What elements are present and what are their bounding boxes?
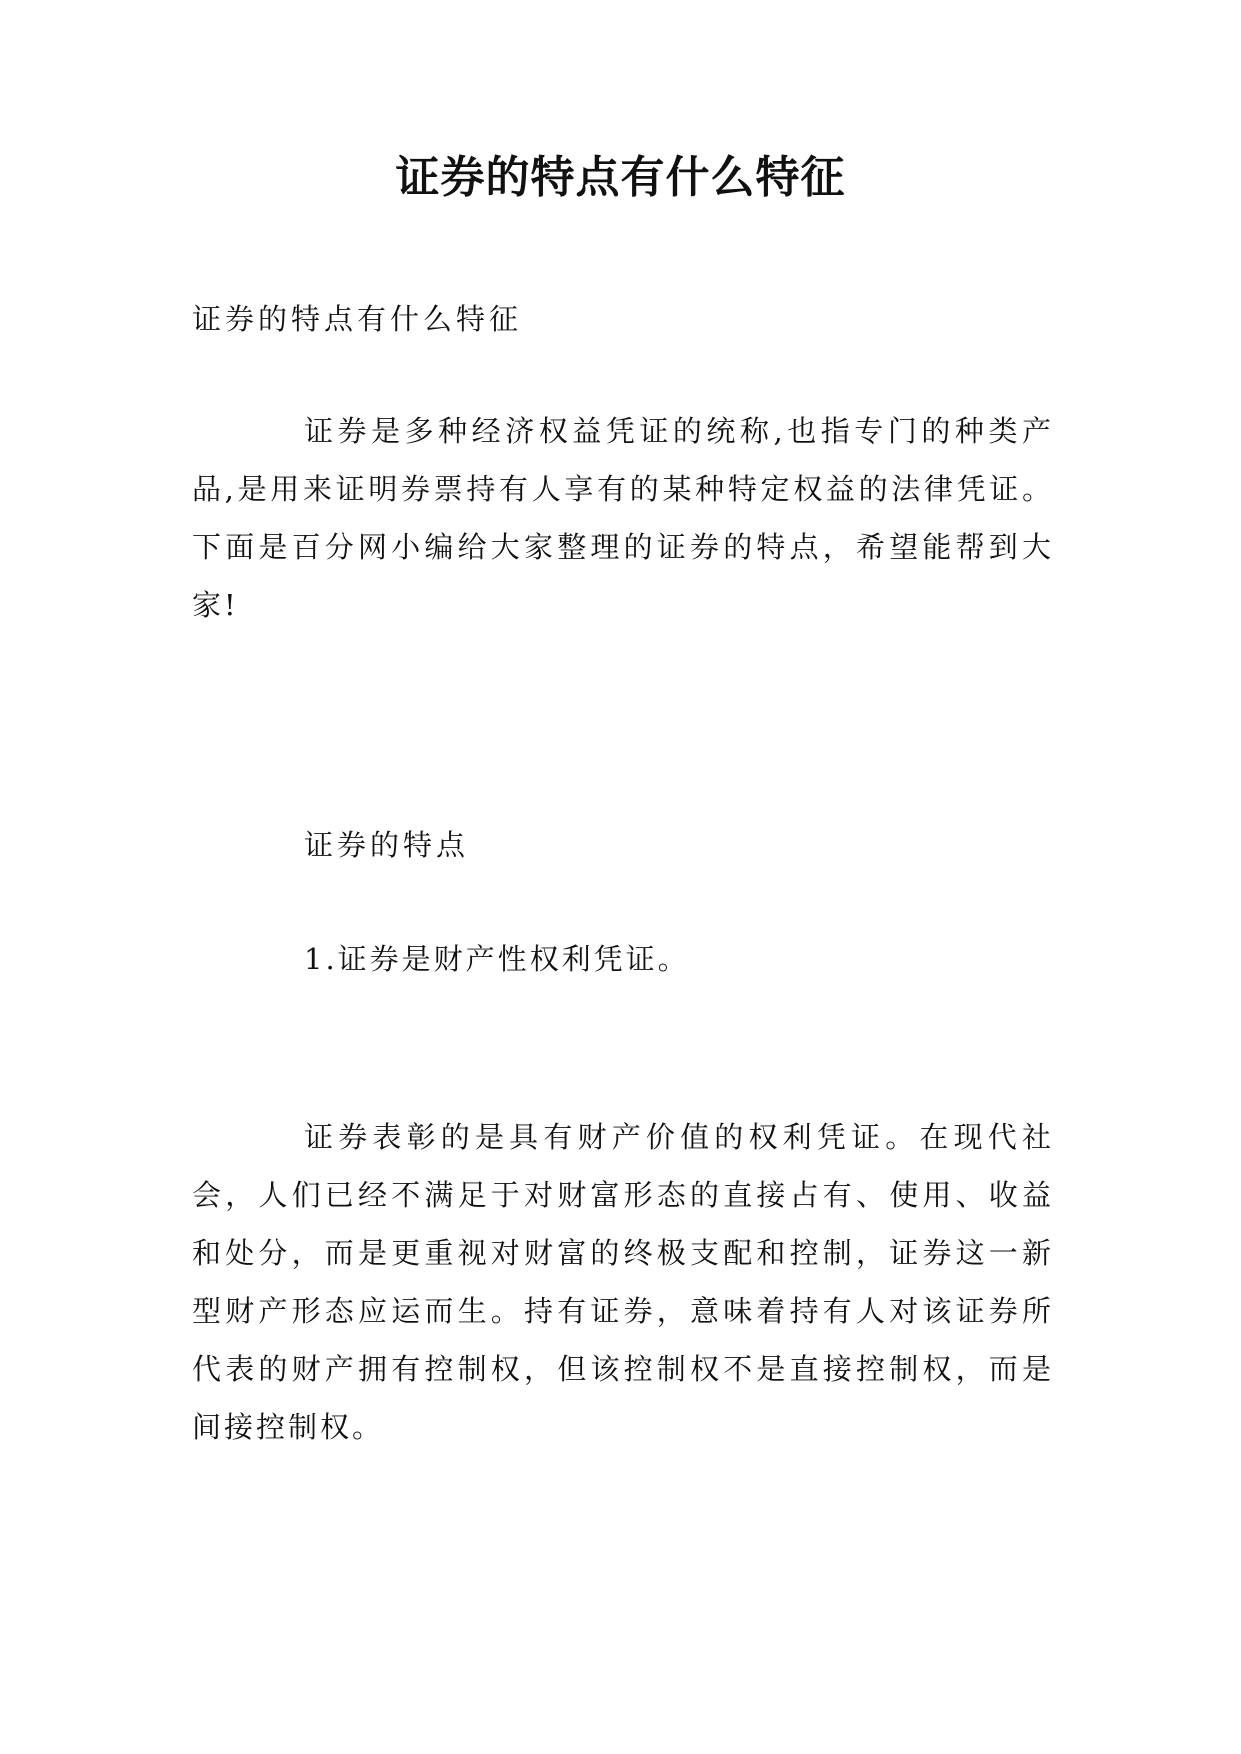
- intro-paragraph: 证券是多种经济权益凭证的统称,也指专门的种类产品,是用来证明券票持有人享有的某种特定权益的法律凭证。下面是百分网小编给大家整理的证券的特点，希望能帮到大家!: [192, 414, 1054, 622]
- point-1-body-paragraph: 证券表彰的是具有财产价值的权利凭证。在现代社会，人们已经不满足于对财富形态的直接占有、使用、收益和处分，而是更重视对财富的终极支配和控制，证券这一新型财产形态应运而生。持有证券，意味着持有人对该证券所代表的财产拥有控制权，但该控制权不是直接控制权，而是间接控制权。: [192, 1120, 1054, 1444]
- document-subtitle: 证券的特点有什么特征: [192, 302, 523, 336]
- section-heading: 证券的特点: [304, 828, 470, 862]
- point-1-heading: 1.证券是财产性权利凭证。: [304, 942, 690, 976]
- document-title: 证券的特点有什么特征: [395, 152, 846, 203]
